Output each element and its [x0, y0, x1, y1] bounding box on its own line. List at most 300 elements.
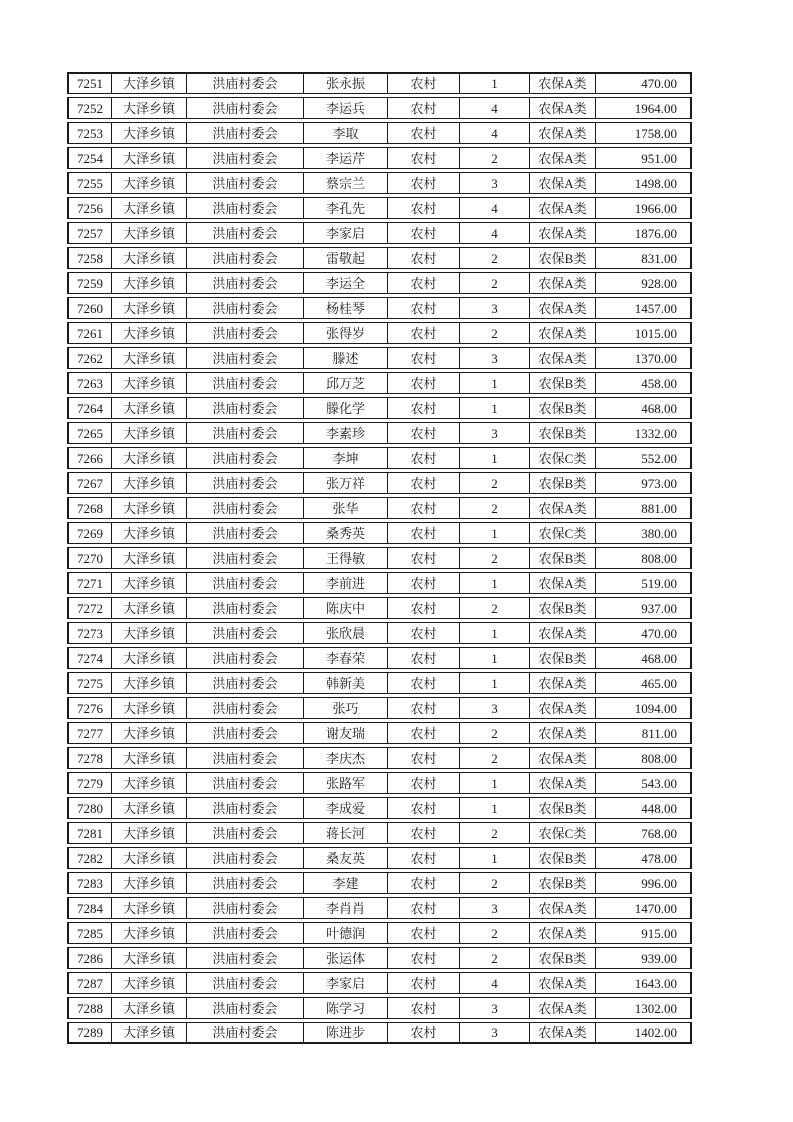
cell-person-name: 桑秀英	[304, 522, 388, 544]
table-row	[67, 997, 692, 1019]
cell-count: 1	[460, 622, 530, 644]
cell-village: 洪庙村委会	[187, 322, 304, 344]
cell-residence: 农村	[388, 847, 460, 869]
cell-person-name: 王得敏	[304, 547, 388, 569]
cell-person-name: 李素珍	[304, 422, 388, 444]
cell-count: 1	[460, 372, 530, 394]
cell-village: 洪庙村委会	[187, 922, 304, 944]
cell-count: 1	[460, 847, 530, 869]
cell-insurance-type: 农保A类	[530, 172, 596, 194]
cell-village: 洪庙村委会	[187, 572, 304, 594]
cell-town: 大泽乡镇	[112, 522, 187, 544]
table-row	[67, 247, 692, 269]
cell-person-name: 李运兵	[304, 97, 388, 119]
cell-town: 大泽乡镇	[112, 922, 187, 944]
cell-insurance-type: 农保A类	[530, 147, 596, 169]
cell-insurance-type: 农保B类	[530, 947, 596, 969]
cell-person-name: 李家启	[304, 222, 388, 244]
cell-seq: 7278	[67, 747, 112, 769]
cell-town: 大泽乡镇	[112, 372, 187, 394]
cell-person-name: 陈进步	[304, 1022, 388, 1044]
cell-amount: 811.00	[596, 722, 692, 744]
cell-seq: 7258	[67, 247, 112, 269]
cell-amount: 478.00	[596, 847, 692, 869]
cell-town: 大泽乡镇	[112, 272, 187, 294]
cell-amount: 928.00	[596, 272, 692, 294]
cell-village: 洪庙村委会	[187, 97, 304, 119]
cell-seq: 7265	[67, 422, 112, 444]
cell-insurance-type: 农保A类	[530, 297, 596, 319]
cell-seq: 7268	[67, 497, 112, 519]
cell-village: 洪庙村委会	[187, 647, 304, 669]
cell-insurance-type: 农保B类	[530, 797, 596, 819]
cell-seq: 7289	[67, 1022, 112, 1044]
cell-residence: 农村	[388, 622, 460, 644]
cell-residence: 农村	[388, 72, 460, 94]
cell-seq: 7279	[67, 772, 112, 794]
cell-village: 洪庙村委会	[187, 697, 304, 719]
table-row	[67, 422, 692, 444]
cell-town: 大泽乡镇	[112, 172, 187, 194]
cell-amount: 543.00	[596, 772, 692, 794]
cell-town: 大泽乡镇	[112, 622, 187, 644]
cell-count: 3	[460, 1022, 530, 1044]
cell-residence: 农村	[388, 1022, 460, 1044]
cell-insurance-type: 农保A类	[530, 672, 596, 694]
table-row	[67, 847, 692, 869]
cell-town: 大泽乡镇	[112, 222, 187, 244]
table-row	[67, 547, 692, 569]
table-row	[67, 597, 692, 619]
table-row	[67, 747, 692, 769]
cell-seq: 7285	[67, 922, 112, 944]
cell-residence: 农村	[388, 597, 460, 619]
cell-amount: 1964.00	[596, 97, 692, 119]
cell-insurance-type: 农保C类	[530, 522, 596, 544]
cell-amount: 937.00	[596, 597, 692, 619]
cell-insurance-type: 农保A类	[530, 997, 596, 1019]
table-row	[67, 72, 692, 94]
cell-seq: 7253	[67, 122, 112, 144]
cell-insurance-type: 农保A类	[530, 722, 596, 744]
cell-village: 洪庙村委会	[187, 172, 304, 194]
table-row	[67, 297, 692, 319]
cell-seq: 7272	[67, 597, 112, 619]
table-row	[67, 947, 692, 969]
table-row	[67, 722, 692, 744]
cell-count: 2	[460, 547, 530, 569]
cell-amount: 458.00	[596, 372, 692, 394]
cell-residence: 农村	[388, 897, 460, 919]
cell-insurance-type: 农保B类	[530, 422, 596, 444]
cell-insurance-type: 农保C类	[530, 822, 596, 844]
cell-amount: 1758.00	[596, 122, 692, 144]
cell-person-name: 李运全	[304, 272, 388, 294]
cell-person-name: 张华	[304, 497, 388, 519]
cell-amount: 881.00	[596, 497, 692, 519]
cell-seq: 7266	[67, 447, 112, 469]
cell-residence: 农村	[388, 97, 460, 119]
cell-count: 4	[460, 122, 530, 144]
cell-count: 4	[460, 97, 530, 119]
table-row	[67, 572, 692, 594]
table-row	[67, 822, 692, 844]
cell-town: 大泽乡镇	[112, 247, 187, 269]
table-row	[67, 872, 692, 894]
cell-count: 1	[460, 447, 530, 469]
cell-amount: 448.00	[596, 797, 692, 819]
cell-residence: 农村	[388, 172, 460, 194]
cell-residence: 农村	[388, 472, 460, 494]
cell-insurance-type: 农保A类	[530, 972, 596, 994]
cell-amount: 973.00	[596, 472, 692, 494]
cell-insurance-type: 农保A类	[530, 122, 596, 144]
cell-village: 洪庙村委会	[187, 222, 304, 244]
cell-person-name: 雷敬起	[304, 247, 388, 269]
table-row	[67, 447, 692, 469]
cell-amount: 1643.00	[596, 972, 692, 994]
cell-town: 大泽乡镇	[112, 197, 187, 219]
table-row	[67, 797, 692, 819]
cell-residence: 农村	[388, 272, 460, 294]
cell-town: 大泽乡镇	[112, 722, 187, 744]
cell-amount: 1015.00	[596, 322, 692, 344]
cell-seq: 7288	[67, 997, 112, 1019]
cell-person-name: 蔡宗兰	[304, 172, 388, 194]
cell-village: 洪庙村委会	[187, 972, 304, 994]
cell-village: 洪庙村委会	[187, 672, 304, 694]
cell-residence: 农村	[388, 697, 460, 719]
table-row	[67, 272, 692, 294]
cell-amount: 768.00	[596, 822, 692, 844]
cell-person-name: 张路军	[304, 772, 388, 794]
cell-amount: 939.00	[596, 947, 692, 969]
cell-village: 洪庙村委会	[187, 797, 304, 819]
cell-seq: 7284	[67, 897, 112, 919]
cell-person-name: 陈庆中	[304, 597, 388, 619]
table-row	[67, 622, 692, 644]
cell-town: 大泽乡镇	[112, 822, 187, 844]
cell-town: 大泽乡镇	[112, 947, 187, 969]
cell-village: 洪庙村委会	[187, 122, 304, 144]
cell-village: 洪庙村委会	[187, 822, 304, 844]
cell-village: 洪庙村委会	[187, 297, 304, 319]
cell-residence: 农村	[388, 797, 460, 819]
cell-village: 洪庙村委会	[187, 547, 304, 569]
cell-town: 大泽乡镇	[112, 547, 187, 569]
cell-town: 大泽乡镇	[112, 447, 187, 469]
cell-insurance-type: 农保A类	[530, 622, 596, 644]
cell-insurance-type: 农保A类	[530, 72, 596, 94]
cell-count: 2	[460, 747, 530, 769]
table-row	[67, 922, 692, 944]
cell-seq: 7270	[67, 547, 112, 569]
cell-residence: 农村	[388, 297, 460, 319]
cell-count: 1	[460, 672, 530, 694]
cell-village: 洪庙村委会	[187, 372, 304, 394]
cell-amount: 1094.00	[596, 697, 692, 719]
cell-amount: 951.00	[596, 147, 692, 169]
cell-town: 大泽乡镇	[112, 772, 187, 794]
cell-count: 1	[460, 572, 530, 594]
cell-insurance-type: 农保A类	[530, 222, 596, 244]
cell-town: 大泽乡镇	[112, 897, 187, 919]
cell-seq: 7277	[67, 722, 112, 744]
cell-count: 2	[460, 497, 530, 519]
cell-residence: 农村	[388, 997, 460, 1019]
cell-village: 洪庙村委会	[187, 522, 304, 544]
cell-insurance-type: 农保B类	[530, 247, 596, 269]
cell-town: 大泽乡镇	[112, 597, 187, 619]
table-row	[67, 172, 692, 194]
cell-village: 洪庙村委会	[187, 622, 304, 644]
cell-residence: 农村	[388, 122, 460, 144]
cell-seq: 7256	[67, 197, 112, 219]
cell-person-name: 滕述	[304, 347, 388, 369]
table-row	[67, 647, 692, 669]
cell-insurance-type: 农保A类	[530, 572, 596, 594]
cell-insurance-type: 农保A类	[530, 497, 596, 519]
cell-residence: 农村	[388, 147, 460, 169]
cell-insurance-type: 农保A类	[530, 772, 596, 794]
table-row	[67, 322, 692, 344]
cell-seq: 7255	[67, 172, 112, 194]
roster-body	[67, 72, 692, 1044]
cell-insurance-type: 农保B类	[530, 372, 596, 394]
cell-seq: 7262	[67, 347, 112, 369]
table-row	[67, 522, 692, 544]
table-row	[67, 972, 692, 994]
cell-village: 洪庙村委会	[187, 722, 304, 744]
cell-person-name: 李运芹	[304, 147, 388, 169]
cell-town: 大泽乡镇	[112, 1022, 187, 1044]
cell-person-name: 张运体	[304, 947, 388, 969]
cell-seq: 7283	[67, 872, 112, 894]
table-row	[67, 697, 692, 719]
table-row	[67, 372, 692, 394]
cell-village: 洪庙村委会	[187, 422, 304, 444]
cell-amount: 1370.00	[596, 347, 692, 369]
table-row	[67, 672, 692, 694]
cell-amount: 808.00	[596, 547, 692, 569]
cell-insurance-type: 农保C类	[530, 447, 596, 469]
cell-town: 大泽乡镇	[112, 847, 187, 869]
cell-residence: 农村	[388, 947, 460, 969]
cell-amount: 380.00	[596, 522, 692, 544]
cell-amount: 1876.00	[596, 222, 692, 244]
cell-village: 洪庙村委会	[187, 997, 304, 1019]
cell-insurance-type: 农保B类	[530, 547, 596, 569]
cell-town: 大泽乡镇	[112, 497, 187, 519]
cell-residence: 农村	[388, 722, 460, 744]
cell-town: 大泽乡镇	[112, 97, 187, 119]
cell-town: 大泽乡镇	[112, 72, 187, 94]
cell-village: 洪庙村委会	[187, 72, 304, 94]
cell-person-name: 张得岁	[304, 322, 388, 344]
cell-residence: 农村	[388, 322, 460, 344]
cell-person-name: 杨桂琴	[304, 297, 388, 319]
cell-seq: 7281	[67, 822, 112, 844]
cell-village: 洪庙村委会	[187, 397, 304, 419]
cell-amount: 468.00	[596, 647, 692, 669]
cell-village: 洪庙村委会	[187, 947, 304, 969]
cell-residence: 农村	[388, 772, 460, 794]
cell-count: 2	[460, 247, 530, 269]
cell-amount: 808.00	[596, 747, 692, 769]
cell-count: 1	[460, 772, 530, 794]
cell-residence: 农村	[388, 222, 460, 244]
cell-person-name: 李建	[304, 872, 388, 894]
cell-count: 3	[460, 997, 530, 1019]
cell-insurance-type: 农保B类	[530, 647, 596, 669]
cell-seq: 7287	[67, 972, 112, 994]
cell-amount: 1457.00	[596, 297, 692, 319]
cell-person-name: 张欣晨	[304, 622, 388, 644]
cell-count: 2	[460, 272, 530, 294]
cell-amount: 470.00	[596, 622, 692, 644]
table-row	[67, 472, 692, 494]
cell-seq: 7267	[67, 472, 112, 494]
cell-person-name: 李庆杰	[304, 747, 388, 769]
cell-count: 2	[460, 597, 530, 619]
cell-residence: 农村	[388, 572, 460, 594]
cell-town: 大泽乡镇	[112, 872, 187, 894]
cell-insurance-type: 农保A类	[530, 272, 596, 294]
cell-town: 大泽乡镇	[112, 672, 187, 694]
cell-residence: 农村	[388, 672, 460, 694]
cell-town: 大泽乡镇	[112, 422, 187, 444]
cell-town: 大泽乡镇	[112, 147, 187, 169]
cell-village: 洪庙村委会	[187, 847, 304, 869]
table-row	[67, 222, 692, 244]
cell-person-name: 蒋长河	[304, 822, 388, 844]
cell-seq: 7274	[67, 647, 112, 669]
cell-residence: 农村	[388, 447, 460, 469]
cell-village: 洪庙村委会	[187, 597, 304, 619]
cell-count: 2	[460, 147, 530, 169]
cell-seq: 7276	[67, 697, 112, 719]
cell-seq: 7280	[67, 797, 112, 819]
cell-count: 1	[460, 397, 530, 419]
table-row	[67, 147, 692, 169]
cell-residence: 农村	[388, 547, 460, 569]
cell-amount: 552.00	[596, 447, 692, 469]
cell-count: 3	[460, 697, 530, 719]
cell-insurance-type: 农保A类	[530, 747, 596, 769]
cell-count: 3	[460, 172, 530, 194]
cell-person-name: 陈学习	[304, 997, 388, 1019]
cell-count: 3	[460, 897, 530, 919]
cell-person-name: 李取	[304, 122, 388, 144]
cell-insurance-type: 农保A类	[530, 897, 596, 919]
cell-seq: 7271	[67, 572, 112, 594]
cell-residence: 农村	[388, 497, 460, 519]
cell-person-name: 张永振	[304, 72, 388, 94]
cell-person-name: 叶德润	[304, 922, 388, 944]
cell-insurance-type: 农保B类	[530, 597, 596, 619]
cell-residence: 农村	[388, 522, 460, 544]
cell-town: 大泽乡镇	[112, 347, 187, 369]
cell-count: 2	[460, 947, 530, 969]
cell-person-name: 李肖肖	[304, 897, 388, 919]
cell-insurance-type: 农保A类	[530, 97, 596, 119]
cell-person-name: 李春荣	[304, 647, 388, 669]
cell-town: 大泽乡镇	[112, 647, 187, 669]
cell-person-name: 邱万芝	[304, 372, 388, 394]
cell-person-name: 李孔先	[304, 197, 388, 219]
cell-count: 2	[460, 822, 530, 844]
cell-amount: 468.00	[596, 397, 692, 419]
cell-person-name: 李家启	[304, 972, 388, 994]
cell-seq: 7260	[67, 297, 112, 319]
cell-count: 3	[460, 297, 530, 319]
cell-town: 大泽乡镇	[112, 297, 187, 319]
cell-seq: 7273	[67, 622, 112, 644]
cell-seq: 7275	[67, 672, 112, 694]
cell-seq: 7286	[67, 947, 112, 969]
cell-count: 2	[460, 872, 530, 894]
table-row	[67, 347, 692, 369]
cell-count: 4	[460, 222, 530, 244]
cell-residence: 农村	[388, 822, 460, 844]
cell-count: 1	[460, 797, 530, 819]
table-row	[67, 122, 692, 144]
table-row	[67, 497, 692, 519]
cell-seq: 7259	[67, 272, 112, 294]
table-row	[67, 197, 692, 219]
cell-insurance-type: 农保A类	[530, 922, 596, 944]
cell-insurance-type: 农保B类	[530, 872, 596, 894]
cell-town: 大泽乡镇	[112, 697, 187, 719]
cell-amount: 1402.00	[596, 1022, 692, 1044]
cell-town: 大泽乡镇	[112, 322, 187, 344]
cell-residence: 农村	[388, 397, 460, 419]
cell-count: 1	[460, 647, 530, 669]
pension-roster-table	[67, 69, 692, 1047]
table-row	[67, 897, 692, 919]
cell-residence: 农村	[388, 247, 460, 269]
cell-residence: 农村	[388, 872, 460, 894]
cell-person-name: 谢友瑞	[304, 722, 388, 744]
cell-seq: 7261	[67, 322, 112, 344]
cell-count: 3	[460, 422, 530, 444]
table-row	[67, 772, 692, 794]
cell-count: 2	[460, 472, 530, 494]
cell-seq: 7254	[67, 147, 112, 169]
cell-residence: 农村	[388, 347, 460, 369]
cell-residence: 农村	[388, 647, 460, 669]
cell-count: 4	[460, 197, 530, 219]
cell-insurance-type: 农保B类	[530, 397, 596, 419]
cell-town: 大泽乡镇	[112, 972, 187, 994]
cell-insurance-type: 农保B类	[530, 472, 596, 494]
cell-town: 大泽乡镇	[112, 397, 187, 419]
cell-amount: 1498.00	[596, 172, 692, 194]
cell-seq: 7251	[67, 72, 112, 94]
cell-seq: 7263	[67, 372, 112, 394]
cell-count: 3	[460, 347, 530, 369]
cell-person-name: 张巧	[304, 697, 388, 719]
cell-village: 洪庙村委会	[187, 1022, 304, 1044]
cell-amount: 1332.00	[596, 422, 692, 444]
cell-amount: 831.00	[596, 247, 692, 269]
cell-count: 1	[460, 522, 530, 544]
cell-seq: 7252	[67, 97, 112, 119]
cell-amount: 519.00	[596, 572, 692, 594]
cell-amount: 1302.00	[596, 997, 692, 1019]
cell-insurance-type: 农保B类	[530, 847, 596, 869]
cell-amount: 915.00	[596, 922, 692, 944]
